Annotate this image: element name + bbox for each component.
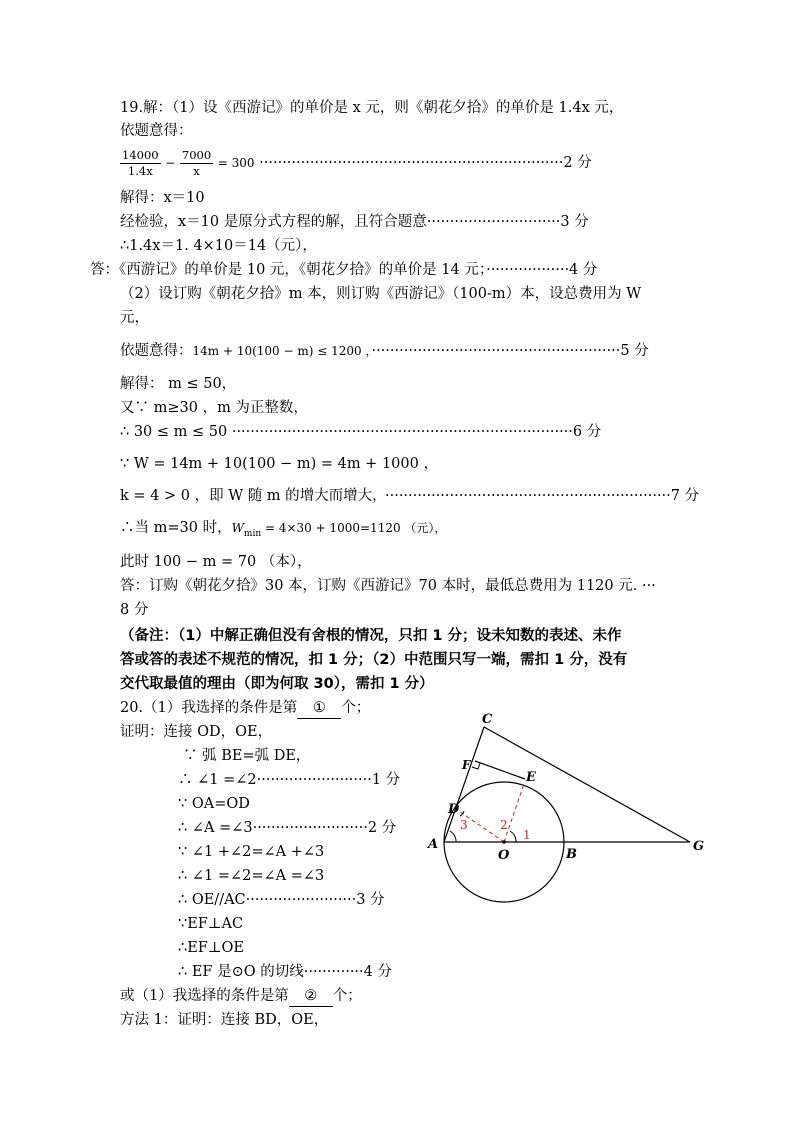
right-angle-mark xyxy=(472,763,480,769)
q20-choice-2: ② xyxy=(289,986,333,1007)
line10-label: 依题意得： xyxy=(120,343,193,359)
label-g: G xyxy=(693,839,705,854)
equation-rhs: = 300 xyxy=(217,156,255,170)
label-e: E xyxy=(526,770,536,785)
point-o xyxy=(502,840,506,844)
score-5: ······················································5 分 xyxy=(371,343,649,359)
minus-sign: − xyxy=(165,156,176,170)
q20-line3: ∵ 弧 BE=弧 DE， xyxy=(183,748,311,764)
q20-line7: ∵ ∠1 +∠2=∠A +∠3 xyxy=(178,844,325,860)
q19-line14: ∵ W = 14m + 10(100 − m) = 4m + 1000 ， xyxy=(120,456,438,472)
label-a: A xyxy=(428,837,439,852)
angle-label-3: 3 xyxy=(460,818,468,832)
angle-label-2: 2 xyxy=(500,818,508,832)
q20-line13 xyxy=(120,986,362,1007)
w-symbol: W xyxy=(231,521,244,535)
q20-line4: ∴ ∠1 =∠2·························1 分 xyxy=(178,772,401,788)
q20-line5: ∵ OA=OD xyxy=(178,796,250,812)
q20-choice-suffix: 个； xyxy=(341,700,371,716)
q19-line1: 19.解：（1）设《西游记》的单价是 x 元，则《朝花夕拾》的单价是 1.4x 元， xyxy=(120,100,624,116)
fraction-2-denominator: x xyxy=(193,163,200,178)
fraction-1-denominator: 1.4x xyxy=(127,163,153,178)
q19-line2: 依题意得： xyxy=(120,123,193,139)
q19-line11: 解得： m ≤ 50， xyxy=(120,376,237,392)
q20-line10: ∵EF⊥AC xyxy=(178,916,244,932)
line16-rest: = 4×30 + 1000=1120 （元）， xyxy=(261,521,447,535)
note-line3: 交代取最值的理由（即为何取 30），需扣 1 分） xyxy=(120,676,434,692)
angle-arc-1 xyxy=(510,831,516,842)
q19-line7: 答：《西游记》的单价是 10 元，《朝花夕拾》的单价是 14 元；··················4 分 xyxy=(90,262,598,278)
q19-line17: 此时 100 − m = 70 （本）， xyxy=(120,554,312,570)
q20-alt-choice-prefix: 或（1）我选择的条件是第 xyxy=(120,988,289,1004)
q20-choice-1: ① xyxy=(297,698,341,719)
line16-text: ∴当 m=30 时， xyxy=(120,520,232,536)
q19-line9: 元， xyxy=(120,310,149,326)
label-o: O xyxy=(498,848,510,863)
w-min-subscript: min xyxy=(243,528,262,539)
q19-line8: （2）设订购《朝花夕拾》m 本，则订购《西游记》（100-m）本，设总费用为 W xyxy=(120,286,642,302)
q19-line12: 又∵ m≥30 ，m 为正整数， xyxy=(120,400,308,416)
q19-line4: 解得：x＝10 xyxy=(120,190,205,206)
q20-alt-choice-suffix: 个； xyxy=(332,988,362,1004)
q19-line5: 经检验，x＝10 是原分式方程的解，且符合题意·····························3 分 xyxy=(120,214,589,230)
label-c: C xyxy=(482,712,493,727)
label-b: B xyxy=(566,847,577,862)
line-fe xyxy=(475,761,525,779)
q20-line6: ∴ ∠A =∠3·························2 分 xyxy=(178,820,397,836)
label-d: D xyxy=(448,802,460,817)
score-2: ··································································2 分 xyxy=(259,155,592,171)
note-line2: 答或答的表述不规范的情况，扣 1 分；（2）中范围只写一端，需扣 1 分，没有 xyxy=(120,652,628,668)
q19-line6: ∴1.4x＝1. 4×10＝14（元）， xyxy=(120,238,317,254)
q20-line14: 方法 1：证明：连接 BD，OE， xyxy=(120,1012,329,1028)
fraction-1 xyxy=(120,148,161,179)
label-f: F xyxy=(462,758,471,772)
fraction-2-numerator: 7000 xyxy=(181,147,212,162)
q20-line2: 证明：连接 OD，OE， xyxy=(120,724,273,740)
q19-line13: ∴ 30 ≤ m ≤ 50 ··········································································6 分 xyxy=(120,424,602,440)
q19-line19: 8 分 xyxy=(120,602,149,618)
q19-line15 xyxy=(120,486,700,506)
q20-line9: ∴ OE//AC························3 分 xyxy=(178,892,385,908)
angle-label-1: 1 xyxy=(523,828,531,842)
q19-line18: 答：订购《朝花夕拾》30 本，订购《西游记》70 本时，最低总费用为 1120 元. ··· xyxy=(120,578,656,594)
fraction-2 xyxy=(180,148,213,179)
dashed-oe xyxy=(504,784,524,842)
geometry-figure xyxy=(420,705,720,905)
fraction-1-numerator: 14000 xyxy=(122,147,159,162)
line10-inequality: 14m + 10(100 − m) ≤ 1200 ， xyxy=(192,344,372,358)
q20-line12: ∴ EF 是⊙O 的切线·············4 分 xyxy=(178,964,392,980)
q19-line16 xyxy=(120,518,446,544)
score-7: ······························································7 分 xyxy=(385,488,700,504)
angle-arc-a xyxy=(450,831,456,842)
q20-line11: ∴EF⊥OE xyxy=(178,940,244,956)
q19-equation xyxy=(120,146,592,180)
q20-line1 xyxy=(120,698,370,719)
q20-line8: ∴ ∠1 =∠2=∠A =∠3 xyxy=(178,868,325,884)
q19-line10 xyxy=(120,341,649,361)
line-cg xyxy=(484,727,690,842)
note-line1: （备注：（1）中解正确但没有舍根的情况，只扣 1 分；设未知数的表述、未作 xyxy=(120,628,622,644)
line15-text: k = 4 > 0 ，即 W 随 m 的增大而增大， xyxy=(120,488,387,504)
q20-choice-prefix: 20.（1）我选择的条件是第 xyxy=(120,700,298,716)
